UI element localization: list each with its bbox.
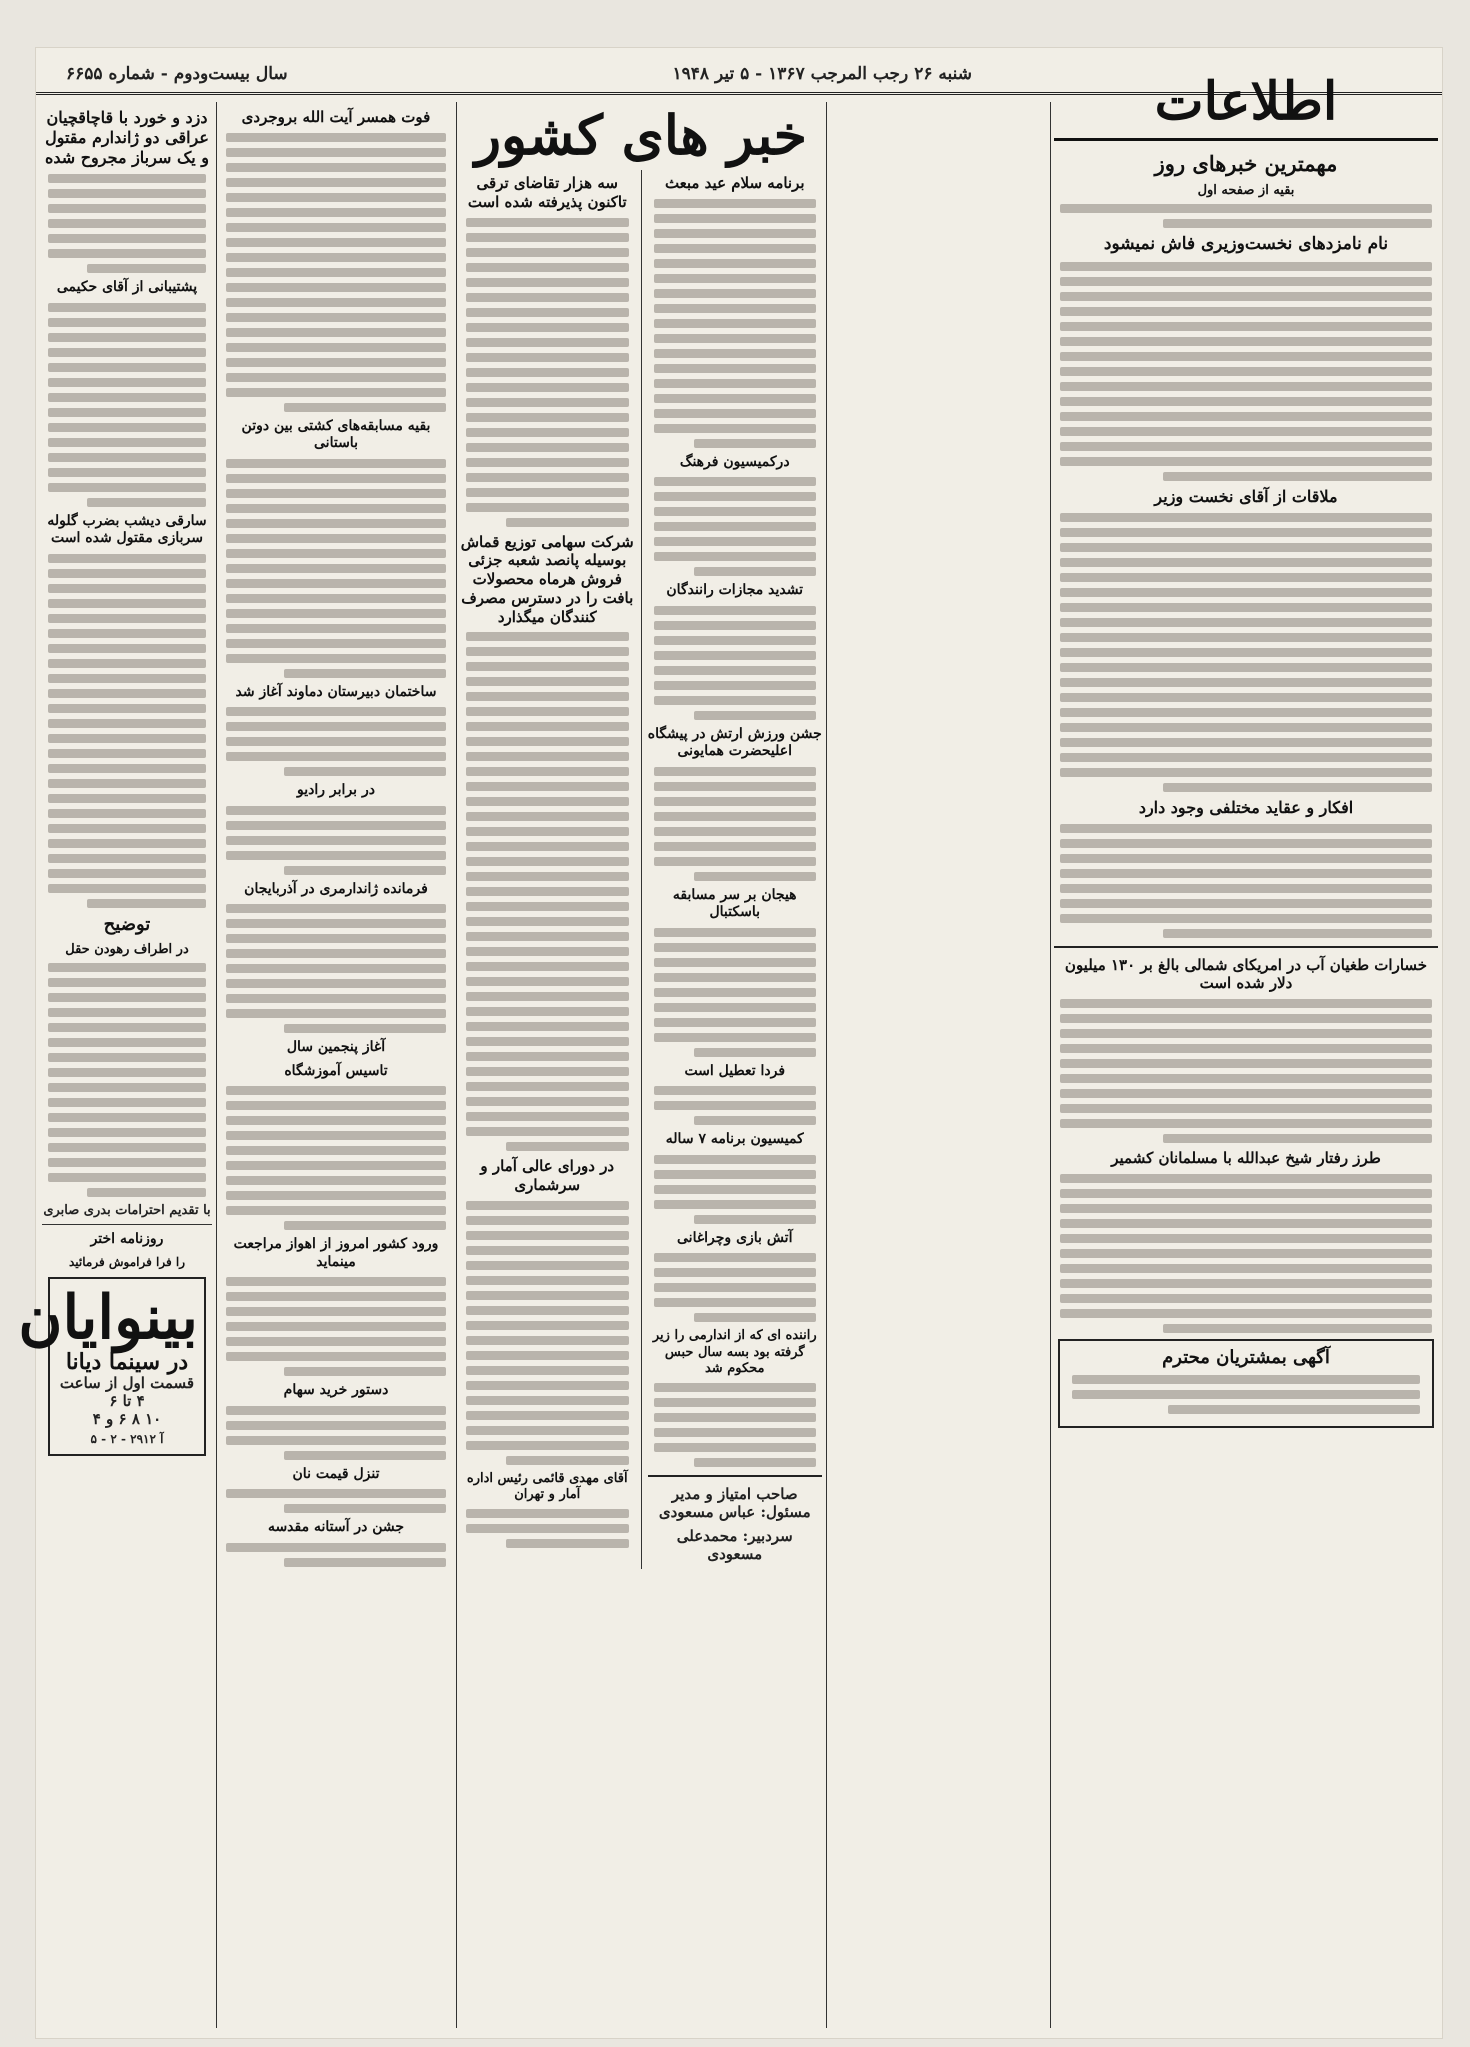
cinema-ad-hours: ۱۰ ۸ ۶ و ۴ xyxy=(92,1409,162,1428)
headline-smugglers-clash: دزد و خورد با قاچاقچیان عراقی دو ژاندارم مقتول و یک سرباز مجروح شده xyxy=(44,108,210,167)
headline-damavand-school: ساختمان دبیرستان دماوند آغاز شد xyxy=(235,683,437,700)
headline-fifth-year: آغاز پنجمین سال xyxy=(286,1039,386,1056)
headline-flood-damage: خسارات طغیان آب در امریکای شمالی بالغ بر ۱۳۰ میلیون دلار شده است xyxy=(1064,955,1428,993)
headline-radio: در برابر رادیو xyxy=(297,782,375,799)
headline-pm-meeting: ملاقات از آقای نخست وزیر xyxy=(1154,486,1338,506)
headline-bread-price: تنزل قیمت نان xyxy=(292,1465,380,1482)
headline-customer-notice: آگهی بمشتریان محترم xyxy=(1162,1346,1330,1368)
headline-support-hakimi: پشتیبانی از آقای حکیمی xyxy=(56,279,198,295)
issue-number: سال بیست‌ودوم - شماره ۶۶۵۵ xyxy=(66,64,288,84)
headline-gendarmerie-azerbaijan: فرمانده ژاندارمری در آذربایجان xyxy=(244,880,428,897)
headline-seven-year-plan: کمیسیون برنامه ۷ ساله xyxy=(665,1131,804,1148)
headline-school-founding: تاسیس آموزشگاه xyxy=(284,1062,388,1079)
headline-statistics-council: در دورای عالی آمار و سرشماری xyxy=(480,1157,615,1194)
headline-statistics-head: آقای مهدی قائمی رئیس اداره آمار و تهران xyxy=(466,1470,628,1502)
cinema-ad-part: قسمت اول از ساعت ۴ تا ۶ xyxy=(59,1373,195,1410)
headline-top-news: مهمترین خبرهای روز xyxy=(1154,151,1338,176)
headline-drivers-penalty: تشدید مجازات رانندگان xyxy=(666,582,804,599)
headline-culture-commission: درکمیسیون فرهنگ xyxy=(679,453,790,470)
headline-holiday: فردا تعطیل است xyxy=(684,1062,786,1079)
headline-share-purchase: دستور خرید سهام xyxy=(283,1382,389,1399)
headline-opinions: افکار و عقاید مختلفی وجود دارد xyxy=(1138,797,1354,817)
column-three xyxy=(220,102,452,2028)
letter-closing: با تقدیم احترامات بدری صابری xyxy=(43,1203,211,1218)
column-rule xyxy=(456,102,457,2028)
cinema-ad-code: آ ۲۹۱۲ - ۲ - ۵ xyxy=(90,1431,164,1446)
headline-driver-sentenced: راننده ای که از اندارمی را زیر گرفته بود بسه سال حبس محکوم شد xyxy=(652,1328,817,1376)
column-top-news xyxy=(1054,68,1438,2028)
publisher-signature: صاحب امتیاز و مدیر مسئول: عباس مسعودی xyxy=(658,1485,811,1521)
headline-eid-program: برنامه سلام عید مبعث xyxy=(664,174,805,192)
customer-notice-box xyxy=(1058,1339,1434,1429)
headline-clarification-sub: در اطراف رهودن حقل xyxy=(65,942,189,957)
headline-promotion-requests: سه هزار تقاضای ترقی تاکنون پذیرفته شده است xyxy=(467,174,627,211)
cinema-ad xyxy=(18,1277,206,1456)
headline-akhtar: روزنامه اختر xyxy=(90,1231,164,1247)
headline-akhtar-sub: را فرا فراموش فرمائید xyxy=(68,1254,186,1269)
headline-wrestling: بقیه مسابقه‌های کشتی بین دوتن باستانی xyxy=(241,417,431,452)
headline-candidates: نام نامزدهای نخست‌وزیری فاش نمیشود xyxy=(1103,234,1389,255)
headline-kashmir: طرز رفتار شیخ عبدالله با مسلمانان کشمیر xyxy=(1111,1149,1381,1167)
column-rule xyxy=(216,102,217,2028)
column-four xyxy=(18,102,212,2028)
cinema-ad-title: بینوایان xyxy=(18,1282,198,1353)
newspaper-page xyxy=(18,48,1442,2038)
column-rule xyxy=(1050,102,1051,2028)
column-national-news xyxy=(460,102,822,2028)
headline-thief-shot: سارقی دیشب بضرب گلوله سربازی مقتول شده است xyxy=(47,512,207,546)
subcolumn-right xyxy=(648,170,823,1569)
headline-minister-return: ورود کشور امروز از اهواز مراجعت مینماید xyxy=(233,1236,439,1270)
headline-textile-company: شرکت سهامی توزیع قماش بوسیله پانصد شعبه جزئی فروش هرماه محصولات بافت را در دسترس مصرف کنندگان میگذارد xyxy=(460,532,634,626)
column-rule xyxy=(826,102,827,2028)
headline-clarification: توضیح xyxy=(103,913,151,935)
headline-army-sports: جشن ورزش ارتش در پیشگاه اعلیحضرت همایونی xyxy=(647,725,822,760)
cinema-ad-venue: در سینما دیانا xyxy=(65,1348,189,1375)
headline-basketball: هیجان بر سر مسابقه باسکتبال xyxy=(672,886,797,921)
headline-continued: بقیه از صفحه اول xyxy=(1197,183,1295,199)
masthead-logo: اطلاعات xyxy=(1054,68,1438,141)
editor-signature: سردبیر: محمدعلی مسعودی xyxy=(676,1527,793,1563)
headline-shrine-celebration: جشن در آستانه مقدسه xyxy=(267,1519,405,1536)
headline-fireworks: آتش بازی وچراغانی xyxy=(677,1229,793,1246)
issue-date: شنبه ۲۶ رجب المرجب ۱۳۶۷ - ۵ تیر ۱۹۴۸ xyxy=(672,64,972,84)
section-title-national: خبر های کشور xyxy=(474,103,808,167)
headline-borujerdi: فوت همسر آیت الله بروجردی xyxy=(241,108,431,126)
subcolumn-left xyxy=(460,170,635,1569)
